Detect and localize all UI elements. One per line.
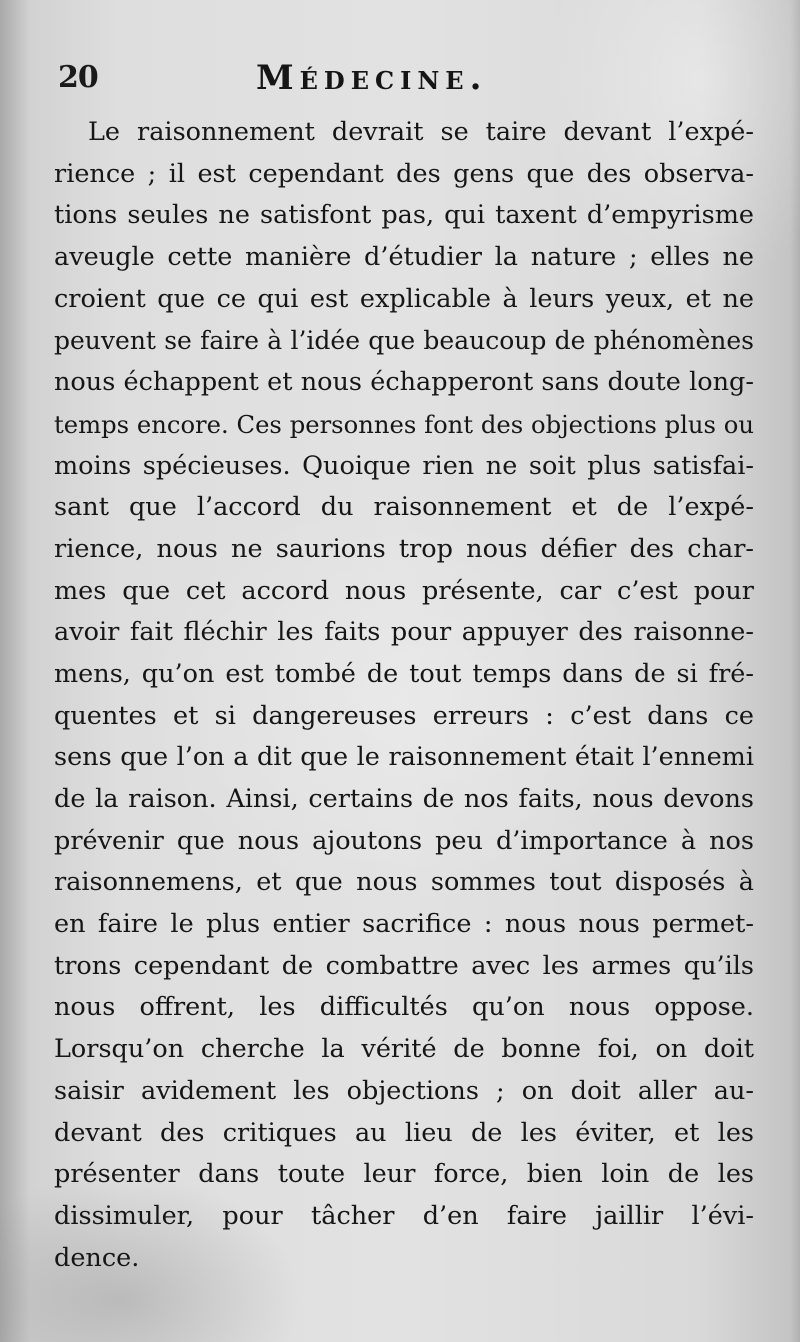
text-line: moins spécieuses. Quoique rien ne soit plus satisfai- [54, 450, 754, 481]
body-text [54, 112, 754, 1279]
text-line: rience ; il est cependant des gens que des observa- [54, 158, 754, 189]
text-line: quentes et si dangereuses erreurs : c’est dans ce [54, 700, 754, 731]
text-line: présenter dans toute leur force, bien loin de les [54, 1159, 754, 1190]
text-line: de la raison. Ainsi, certains de nos faits, nous devons [54, 784, 754, 814]
text-line: nous échappent et nous échapperont sans doute long- [54, 367, 754, 398]
text-line: temps encore. Ces personnes font des objections plus ou [54, 409, 754, 439]
text-line: sens que l’on a dit que le raisonnement était l’ennemi [54, 742, 754, 773]
text-line: sant que l’accord du raisonnement et de l’expé- [54, 492, 754, 523]
page-number: 20 [58, 60, 98, 95]
text-line: tions seules ne satisfont pas, qui taxent d’empyrisme [54, 200, 754, 231]
text-line: saisir avidement les objections ; on doit aller au- [54, 1075, 754, 1106]
text-line: rience, nous ne saurions trop nous défier des char- [54, 533, 754, 564]
text-line: avoir fait fléchir les faits pour appuyer des raisonne- [54, 617, 754, 648]
text-line: mens, qu’on est tombé de tout temps dans de si fré- [54, 658, 754, 689]
text-line: Lorsqu’on cherche la vérité de bonne foi, on doit [54, 1034, 754, 1065]
text-line: aveugle cette manière d’étudier la nature ; elles ne [54, 242, 754, 273]
text-line: trons cependant de combattre avec les armes qu’ils [54, 950, 754, 981]
text-line: en faire le plus entier sacrifice : nous nous permet- [54, 909, 754, 940]
text-line: devant des critiques au lieu de les éviter, et les [54, 1117, 754, 1148]
text-line: peuvent se faire à l’idée que beaucoup de phénomènes [54, 326, 754, 356]
page-header [58, 52, 758, 98]
text-line: croient que ce qui est explicable à leurs yeux, et ne [54, 283, 754, 314]
text-line: dissimuler, pour tâcher d’en faire jaillir l’évi- [54, 1200, 754, 1231]
text-line: mes que cet accord nous présente, car c’est pour [54, 575, 754, 606]
text-line: prévenir que nous ajoutons peu d’importance à nos [54, 825, 754, 856]
text-line: raisonnemens, et que nous sommes tout disposés à [54, 867, 754, 898]
text-line: nous offrent, les difficultés qu’on nous oppose. [54, 992, 754, 1023]
text-line: Le raisonnement devrait se taire devant l’expé- [88, 117, 754, 147]
running-head: Médecine. [256, 58, 488, 98]
text-line: dence. [54, 1242, 140, 1273]
